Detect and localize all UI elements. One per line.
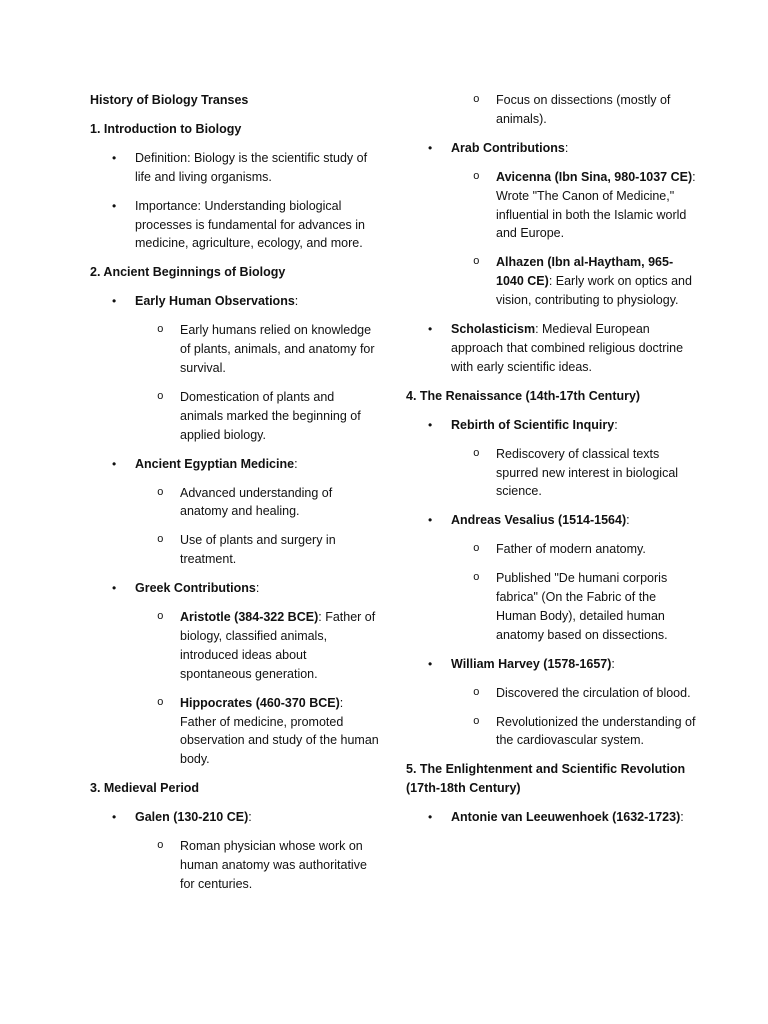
sub-item-text: Focus on dissections (mostly of animals). xyxy=(496,93,671,126)
sub-list-item xyxy=(90,837,380,894)
sub-item-text: Early humans relied on knowledge of plants, animals, and anatomy for survival. xyxy=(180,323,375,375)
list-item xyxy=(90,579,380,598)
left-column xyxy=(90,91,380,904)
list-item xyxy=(406,511,696,530)
circle-bullet-icon: o xyxy=(157,611,164,624)
sub-list-item xyxy=(90,531,380,569)
bullet-icon: • xyxy=(428,656,433,671)
list-item xyxy=(90,197,380,254)
circle-bullet-icon: o xyxy=(473,715,480,728)
sub-list-item xyxy=(406,569,696,645)
circle-bullet-icon: o xyxy=(473,170,480,183)
sub-item-text: Rediscovery of classical texts spurred new interest in biological science. xyxy=(496,446,679,499)
sub-item-text: : Wrote "The Canon of Medicine," influential in both the Islamic world and Europe. xyxy=(496,169,696,241)
list-item-label: Andreas Vesalius (1514-1564) xyxy=(451,513,627,528)
circle-bullet-icon: o xyxy=(473,256,480,269)
circle-bullet-icon: o xyxy=(473,686,480,699)
colon: : xyxy=(255,581,260,596)
sub-item-name: Hippocrates (460-370 BCE) xyxy=(180,695,340,710)
sub-item-text: : Father of biology, classified animals, introduced ideas about spontaneous generation. xyxy=(180,610,376,681)
circle-bullet-icon: o xyxy=(157,486,164,499)
colon: : xyxy=(248,810,252,825)
list-item-label: Arab Contributions xyxy=(451,140,565,155)
list-item-label: Ancient Egyptian Medicine xyxy=(135,456,295,471)
list-item-text: Definition: Biology is the scientific study of life and living organisms. xyxy=(135,150,368,184)
sub-item-text: Domestication of plants and animals marked the beginning of applied biology. xyxy=(180,389,361,442)
list-item xyxy=(406,808,696,827)
list-item-label: Greek Contributions xyxy=(135,581,256,596)
sub-list-item xyxy=(406,684,696,703)
bullet-icon: • xyxy=(428,140,433,155)
list-item-label: Early Human Observations xyxy=(135,294,295,309)
sub-item-text: Use of plants and surgery in treatment. xyxy=(180,533,336,567)
list-item-text: Importance: Understanding biological processes is fundamental for advances in medicine, agriculture, ecology, and more. xyxy=(135,198,365,251)
colon: : xyxy=(564,140,569,155)
list-item-label: Rebirth of Scientific Inquiry xyxy=(451,417,615,432)
list-item-label: Scholasticism xyxy=(451,322,536,337)
sub-list-item xyxy=(90,321,380,378)
sub-item-name: Aristotle (384-322 BCE) xyxy=(180,610,319,625)
colon: : xyxy=(680,810,684,825)
sub-list-item xyxy=(406,253,696,310)
bullet-icon: • xyxy=(112,150,117,165)
list-item xyxy=(90,292,380,311)
colon: : xyxy=(294,456,298,471)
colon: : xyxy=(611,656,615,671)
list-item-text: : Medieval European approach that combined religious doctrine with early scientific ideas. xyxy=(451,322,684,374)
section-4-heading: 4. The Renaissance (14th-17th Century) xyxy=(406,388,641,403)
circle-bullet-icon: o xyxy=(473,543,480,556)
bullet-icon: • xyxy=(428,810,433,825)
circle-bullet-icon: o xyxy=(473,94,480,106)
bullet-icon: • xyxy=(112,581,117,596)
sub-list-item xyxy=(406,168,696,244)
circle-bullet-icon: o xyxy=(473,447,480,460)
bullet-icon: • xyxy=(112,198,117,213)
sub-item-text: Published "De humani corporis fabrica" (On the Fabric of the Human Body), detailed human anatomy based on dissections. xyxy=(496,571,668,642)
list-item xyxy=(90,149,380,187)
sub-item-text: Discovered the circulation of blood. xyxy=(496,685,691,700)
sub-list-item xyxy=(406,540,696,559)
sub-list-item xyxy=(406,713,696,751)
sub-item-name: Alhazen (Ibn al-Haytham, 965-1040 CE) xyxy=(496,255,674,289)
sub-list-item xyxy=(90,484,380,522)
colon: : xyxy=(614,417,618,432)
circle-bullet-icon: o xyxy=(157,390,164,403)
list-item xyxy=(90,808,380,827)
sub-list-item xyxy=(90,694,380,770)
sub-item-text: Revolutionized the understanding of the cardiovascular system. xyxy=(496,714,696,748)
colon: : xyxy=(626,513,630,528)
sub-item-text: : Father of medicine, promoted observation and study of the human body. xyxy=(180,695,379,767)
bullet-icon: • xyxy=(112,456,117,471)
sub-item-text: Roman physician whose work on human anatomy was authoritative for centuries. xyxy=(180,839,367,891)
document-title: History of Biology Transes xyxy=(90,93,249,107)
bullet-icon: • xyxy=(428,417,433,432)
list-item xyxy=(406,320,696,377)
sub-list-item xyxy=(90,388,380,445)
sub-list-item xyxy=(90,608,380,684)
section-3-heading: 3. Medieval Period xyxy=(90,781,200,796)
bullet-icon: • xyxy=(428,513,433,528)
list-item-label: Antonie van Leeuwenhoek (1632-1723) xyxy=(451,810,681,825)
list-item-label: William Harvey (1578-1657) xyxy=(451,656,612,671)
sub-item-name: Avicenna (Ibn Sina, 980-1037 CE) xyxy=(496,169,693,184)
circle-bullet-icon: o xyxy=(157,840,164,853)
list-item-label: Galen (130-210 CE) xyxy=(135,810,249,825)
bullet-icon: • xyxy=(112,294,117,309)
list-item xyxy=(406,655,696,674)
colon: : xyxy=(294,294,299,309)
right-column xyxy=(406,91,696,837)
circle-bullet-icon: o xyxy=(157,324,164,337)
bullet-icon: • xyxy=(112,810,117,825)
circle-bullet-icon: o xyxy=(473,572,480,585)
list-item xyxy=(406,416,696,435)
sub-list-item xyxy=(406,91,696,129)
circle-bullet-icon: o xyxy=(157,696,164,709)
list-item xyxy=(90,455,380,474)
section-5-heading: 5. The Enlightenment and Scientific Revolution (17th-18th Century) xyxy=(406,762,686,796)
list-item xyxy=(406,139,696,158)
bullet-icon: • xyxy=(428,322,433,337)
section-2-heading: 2. Ancient Beginnings of Biology xyxy=(90,265,286,280)
circle-bullet-icon: o xyxy=(157,534,164,547)
sub-item-text: Advanced understanding of anatomy and healing. xyxy=(180,485,333,519)
sub-item-text: Father of modern anatomy. xyxy=(496,542,646,557)
sub-list-item xyxy=(406,445,696,502)
section-1-heading: 1. Introduction to Biology xyxy=(90,121,242,136)
sub-item-text: : Early work on optics and vision, contributing to physiology. xyxy=(496,274,692,308)
